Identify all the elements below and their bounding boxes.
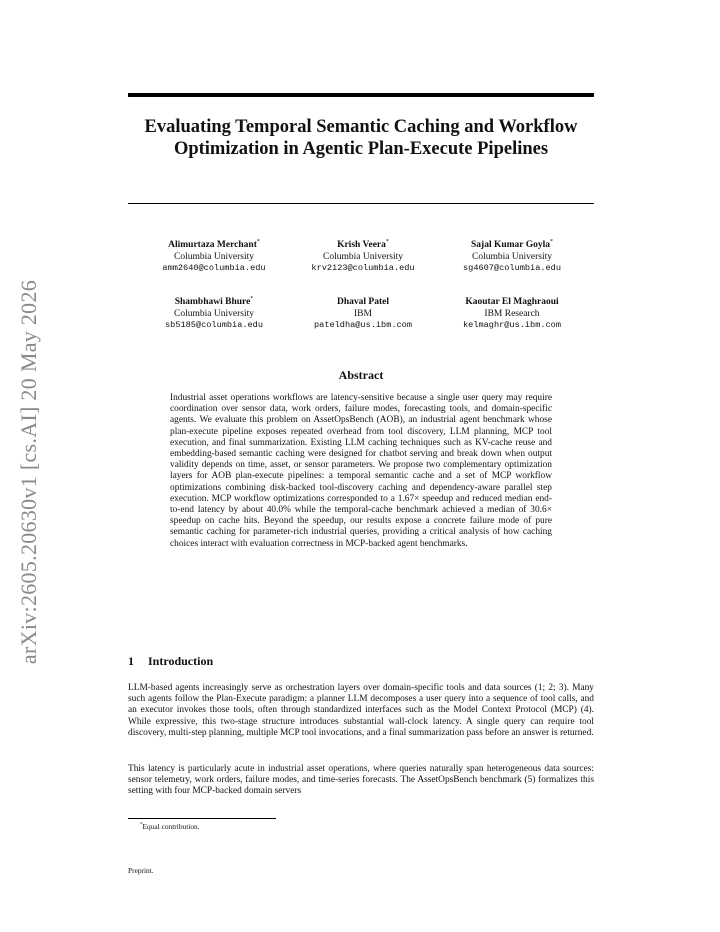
author-email: kelmaghr@us.ibm.com [463,320,561,331]
author-affiliation: IBM [354,308,372,319]
author-name: Krish Veera* [337,239,389,251]
author-email: sb5185@columbia.edu [165,320,263,331]
author-name: Shambhawi Bhure* [174,296,254,308]
author-block [432,237,592,275]
section-number: 1 [128,654,134,668]
author-block [432,294,592,332]
footnote-text: Equal contribution. [142,822,200,831]
intro-paragraph: LLM-based agents increasingly serve as orchestration layers over domain-specific tools and data sources (1; 2; 3). Many such agents follow the Plan-Execute paradigm: a planner LLM decomposes a user query into a sequence of tool calls, and an executor invokes those tools, often through standardized interfaces such as the Model Context Protocol (MCP) (4). While expressive, this two-stage structure introduces substantial wall-clock latency. A single query can require tool discovery, multi-step planning, multiple MCP tool invocations, and a final summarization pass before an answer is returned. [128,683,594,738]
author-name: Dhaval Patel [337,297,389,308]
abstract-heading: Abstract [338,368,384,382]
abstract-text: Industrial asset operations workflows are latency-sensitive because a single user query may require coordination over sensor data, work orders, failure modes, forecasting tools, and domain-specific agents. We evaluate this problem on AssetOpsBench (AOB), an industrial agent benchmark whose plan-execute pipeline exposes repeated overhead from tool discovery, LLM planning, MCP tool execution, and final summarization. Existing LLM caching techniques such as KV-cache reuse and embedding-based semantic caching were designed for chatbot serving and break down when output validity depends on time, asset, or sensor parameters. We propose two complementary optimization layers for AOB plan-execute pipelines: a temporal semantic cache and a set of MCP workflow optimizations combining disk-backed tool-discovery caching and dependency-aware parallel step execution. MCP workflow optimizations corresponded to a 1.67× speedup and reduced median end-to-end latency by about 40.0% while the temporal-cache benchmark achieved a median of 30.6× speedup on cache hits. Beyond the speedup, our results expose a concrete failure mode of pure semantic caching for parameter-rich industrial queries, providing a critical analysis of how caching choices interact with evaluation correctness in MCP-backed agent benchmarks. [170,393,552,549]
author-affiliation: Columbia University [174,308,254,319]
arxiv-identifier-text: arXiv:2605.20630v1 [cs.AI] 20 May 2026 [16,279,41,665]
author-block [283,294,443,332]
intro-paragraph: This latency is particularly acute in industrial asset operations, where queries naturally span heterogeneous data sources: sensor telemetry, work orders, failure modes, and time-series forecasts. The AssetOpsBench benchmark (5) formalizes this setting with four MCP-backed domain servers [128,764,594,797]
preprint-notice: Preprint. [128,866,154,875]
author-affiliation: Columbia University [323,251,403,262]
footnote [140,822,200,831]
author-block [134,237,294,275]
paper-title: Evaluating Temporal Semantic Caching and Workflow Optimization in Agentic Plan-Execute Pipelines [144,117,578,159]
section-title: Introduction [148,654,214,668]
author-name: Kaoutar El Maghraoui [465,297,559,308]
footnote-rule [128,818,276,819]
author-email: pateldha@us.ibm.com [314,320,412,331]
author-affiliation: Columbia University [174,251,254,262]
author-name: Sajal Kumar Goyla* [471,239,553,251]
title-top-rule [128,93,594,97]
section-heading [128,654,213,669]
author-name: Alimurtaza Merchant* [168,239,260,251]
author-email: sg4607@columbia.edu [463,263,561,274]
arxiv-identifier [8,262,50,682]
author-affiliation: Columbia University [472,251,552,262]
author-email: krv2123@columbia.edu [311,263,415,274]
title-bottom-rule [128,203,594,204]
author-block [134,294,294,332]
footnote-mark: * [140,822,143,828]
author-block [283,237,443,275]
author-email: amm2640@columbia.edu [162,263,266,274]
author-affiliation: IBM Research [484,308,540,319]
